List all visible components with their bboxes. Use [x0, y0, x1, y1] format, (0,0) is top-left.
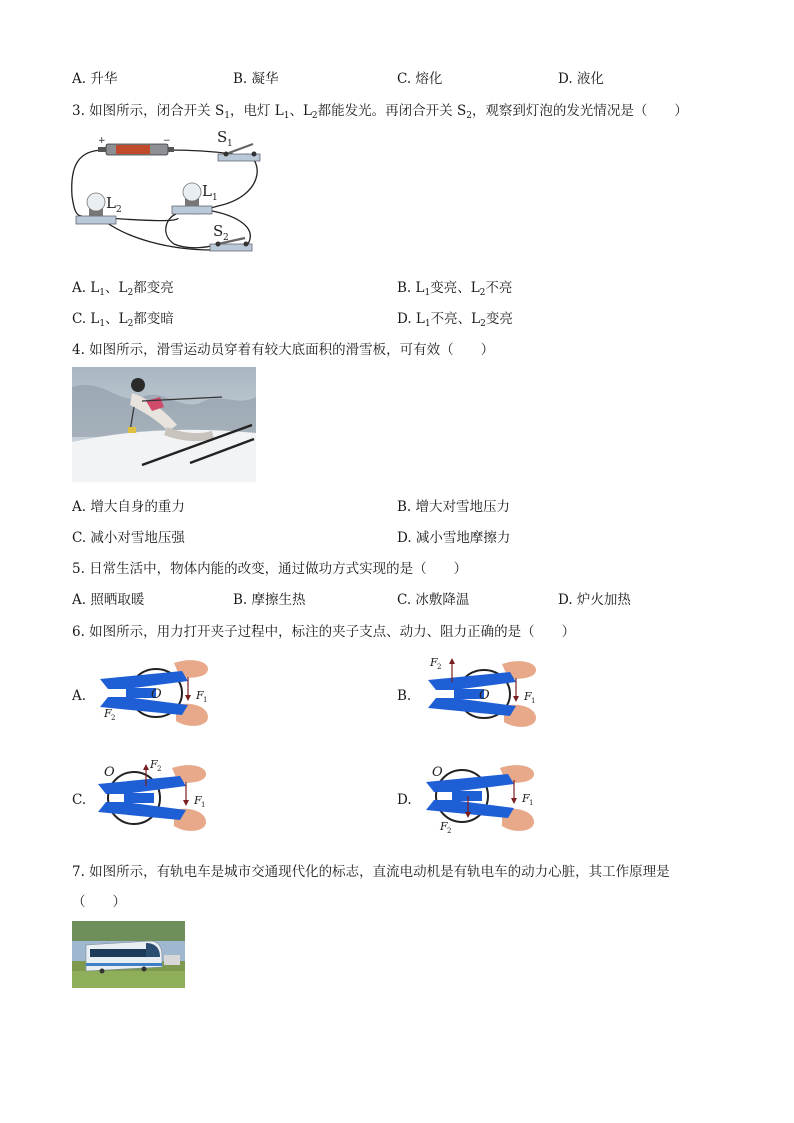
fulcrum-o-label: O [104, 765, 115, 780]
f2-label-sub: 2 [447, 827, 452, 835]
switch-s1-icon [218, 144, 260, 161]
battery-plus-label: + [98, 136, 106, 146]
f1-label-sub: 1 [531, 697, 536, 705]
q6-clip-figure-a [96, 655, 210, 733]
q5-option-d: D. 炉火加热 [558, 592, 631, 608]
q3-option-d: D. $L_1$不亮、$L_2$变亮 [397, 311, 513, 329]
f2-label: F [440, 820, 448, 833]
q2-option-b: B. 凝华 [233, 71, 279, 87]
l2-label-sub: 2 [116, 205, 122, 215]
q7-tram-photo [72, 921, 185, 988]
q5-option-b: B. 摩擦生热 [233, 592, 306, 608]
q6-clip-figure-d [422, 756, 538, 838]
q3-option-c: C. $L_1$、$L_2$都变暗 [72, 311, 174, 329]
f1-label: F [196, 689, 204, 702]
f1-label-sub: 1 [201, 801, 206, 809]
l2-label: L [106, 194, 116, 212]
q6-option-b-label: B. [397, 688, 412, 704]
q5-option-c: C. 冰敷降温 [397, 592, 470, 608]
s2-label-sub: 2 [223, 233, 229, 243]
s1-label-sub: 1 [227, 139, 233, 149]
q6-option-d-label: D. [397, 792, 412, 808]
q4-option-c: C. 减小对雪地压强 [72, 530, 185, 546]
q4-skier-photo [72, 367, 256, 482]
f2-label: F [150, 758, 158, 771]
q2-option-d: D. 液化 [558, 71, 604, 87]
f2-label-sub: 2 [437, 663, 442, 671]
q4-option-a: A. 增大自身的重力 [72, 499, 185, 515]
s2-label: S [213, 222, 224, 240]
q3-option-a: A. $L_1$、$L_2$都变亮 [72, 280, 174, 298]
f1-label-sub: 1 [529, 799, 534, 807]
q6-option-a-label: A. [72, 688, 87, 704]
l1-label-sub: 1 [212, 193, 218, 203]
q4-option-b: B. 增大对雪地压力 [397, 499, 511, 515]
fulcrum-o-label: O [432, 765, 443, 780]
q6-clip-figure-b [424, 650, 538, 734]
q4-option-d: D. 减小雪地摩擦力 [397, 530, 511, 546]
f2-label-sub: 2 [111, 714, 116, 722]
q6-clip-figure-c [94, 756, 208, 838]
q2-option-a: A. 升华 [72, 71, 118, 87]
f1-label-sub: 1 [203, 696, 208, 704]
q7-stem-line2: （ ） [72, 894, 126, 910]
q6-stem: 6. 如图所示，用力打开夹子过程中，标注的夹子支点、动力、阻力正确的是（ ） [72, 624, 576, 640]
q3-option-b: B. $L_1$变亮、$L_2$不亮 [397, 280, 513, 298]
q4-stem: 4. 如图所示，滑雪运动员穿着有较大底面积的滑雪板，可有效（ ） [72, 342, 495, 358]
q2-option-c: C. 熔化 [397, 71, 443, 87]
q3-circuit-diagram [68, 126, 268, 262]
q5-option-a: A. 照晒取暖 [72, 592, 145, 608]
f1-label: F [524, 690, 532, 703]
q6-option-c-label: C. [72, 792, 87, 808]
fulcrum-o-label: O [151, 687, 162, 702]
fulcrum-o-label: O [479, 688, 490, 703]
f1-label: F [522, 792, 530, 805]
f1-label: F [194, 794, 202, 807]
q7-stem-line1: 7. 如图所示，有轨电车是城市交通现代化的标志，直流电动机是有轨电车的动力心脏，其工作原理是 [72, 864, 670, 880]
f2-label-sub: 2 [157, 765, 162, 773]
f2-label: F [430, 656, 438, 669]
q5-stem: 5. 日常生活中，物体内能的改变，通过做功方式实现的是（ ） [72, 561, 468, 577]
f2-label: F [104, 707, 112, 720]
s1-label: S [217, 128, 228, 146]
battery-minus-label: − [163, 136, 171, 146]
l1-label: L [202, 182, 212, 200]
q3-stem: 3. 如图所示，闭合开关 $S_1$，电灯 $L_1$、$L_2$都能发光。再闭合开关 $S_2$，观察到灯泡的发光情况是（ ） [72, 103, 688, 121]
